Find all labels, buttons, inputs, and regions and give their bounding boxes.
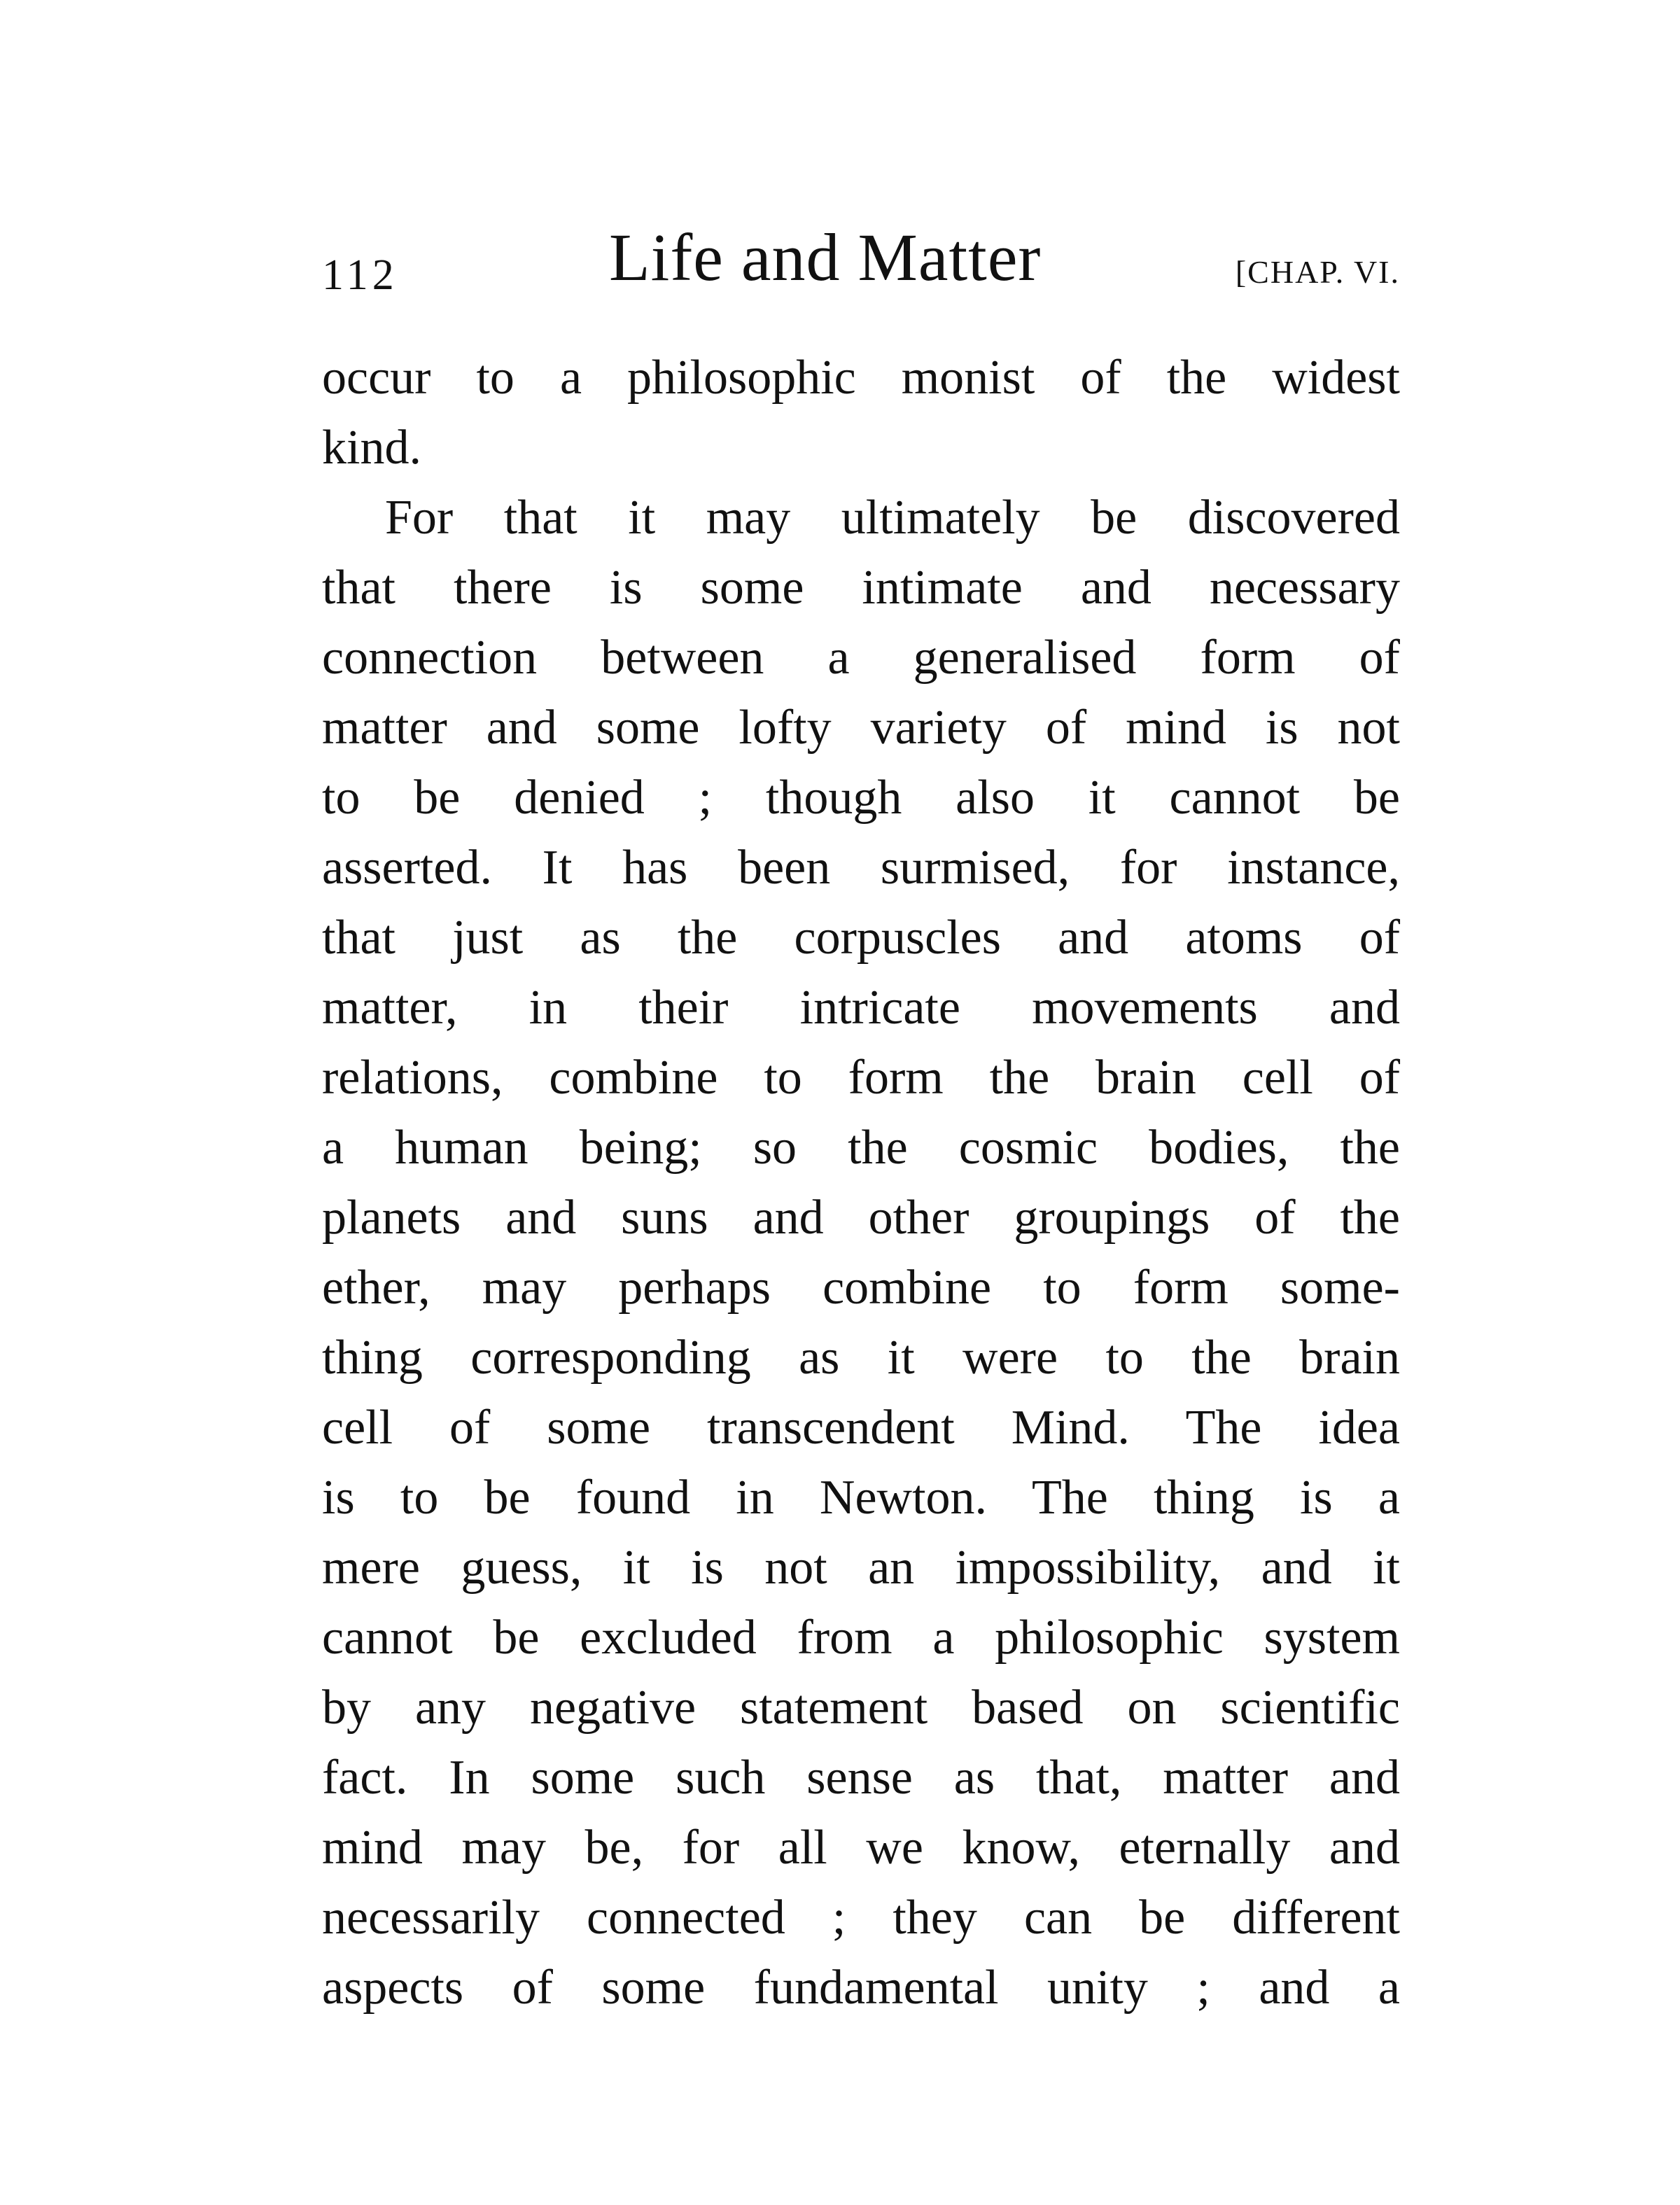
- text-line: matter and some lofty variety of mind is not: [322, 701, 1400, 755]
- text-line: cell of some transcendent Mind. The idea: [322, 1401, 1400, 1455]
- body-text: [322, 343, 1400, 2023]
- text-line: cannot be excluded from a philosophic system: [322, 1611, 1400, 1665]
- text-line: thing corresponding as it were to the brain: [322, 1331, 1400, 1385]
- page-header: [322, 210, 1400, 315]
- text-line: kind.: [322, 421, 421, 475]
- text-line: a human being; so the cosmic bodies, the: [322, 1121, 1400, 1175]
- text-line: ether, may perhaps combine to form some-: [322, 1261, 1400, 1315]
- text-line: necessarily connected ; they can be different: [322, 1891, 1400, 1945]
- text-line: mind may be, for all we know, eternally and: [322, 1821, 1400, 1875]
- text-line: fact. In some such sense as that, matter and: [322, 1751, 1400, 1805]
- text-line: by any negative statement based on scientific: [322, 1681, 1400, 1735]
- text-line: aspects of some fundamental unity ; and a: [322, 1961, 1400, 2015]
- page-number: 112: [322, 251, 398, 299]
- text-line: matter, in their intricate movements and: [322, 981, 1400, 1035]
- text-line: to be denied ; though also it cannot be: [322, 771, 1400, 825]
- text-line: that there is some intimate and necessary: [322, 561, 1400, 615]
- text-line: relations, combine to form the brain cell of: [322, 1051, 1400, 1105]
- text-line: that just as the corpuscles and atoms of: [322, 911, 1400, 965]
- text-line: For that it may ultimately be discovered: [385, 491, 1400, 545]
- text-line: occur to a philosophic monist of the widest: [322, 351, 1400, 405]
- text-line: connection between a generalised form of: [322, 631, 1400, 685]
- text-line: asserted. It has been surmised, for instance,: [322, 841, 1400, 895]
- chapter-reference: [CHAP. VI.: [1235, 254, 1400, 290]
- running-title: Life and Matter: [609, 220, 1042, 295]
- text-line: planets and suns and other groupings of the: [322, 1191, 1400, 1245]
- text-line: is to be found in Newton. The thing is a: [322, 1471, 1400, 1525]
- text-line: mere guess, it is not an impossibility, and it: [322, 1541, 1400, 1595]
